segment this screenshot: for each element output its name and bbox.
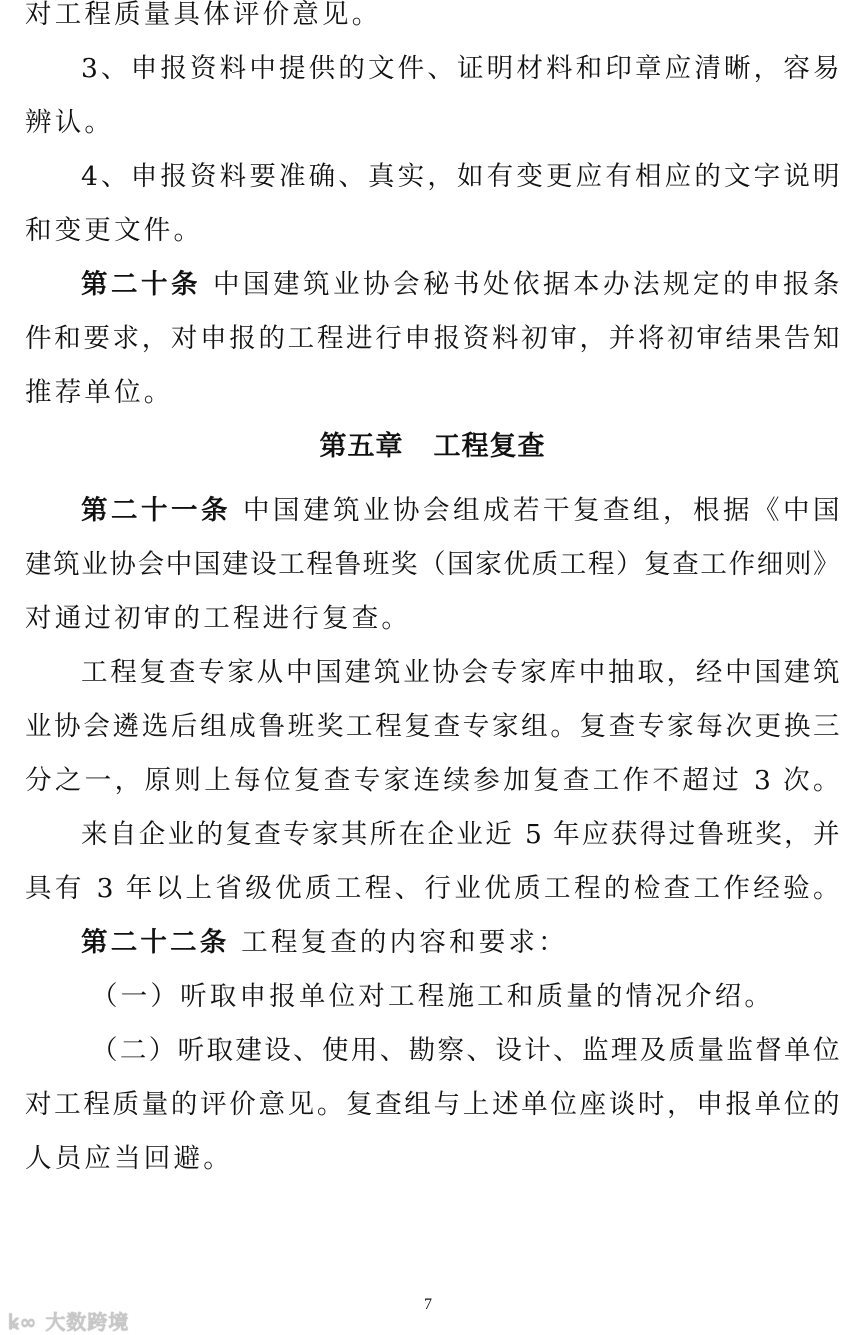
text-line: 对工程质量的评价意见。复查组与上述单位座谈时，申报单位的 — [25, 1089, 840, 1120]
chapter-number: 第五章 — [319, 431, 404, 462]
list-item: （一）听取申报单位对工程施工和质量的情况介绍。 — [91, 981, 775, 1012]
chapter-title: 工程复查 — [433, 431, 546, 462]
article-text: 工程复查的内容和要求： — [229, 927, 568, 958]
text-line: 来自企业的复查专家其所在企业近 5 年应获得过鲁班奖，并 — [81, 819, 840, 850]
article-number: 第二十二条 — [81, 927, 230, 958]
text-line: 工程复查专家从中国建筑业协会专家库中抽取，经中国建筑 — [81, 657, 840, 688]
article-20 — [25, 258, 840, 312]
text-line: 具有 3 年以上省级优质工程、行业优质工程的检查工作经验。 — [25, 873, 840, 904]
text-line: 对通过初审的工程进行复查。 — [25, 603, 412, 634]
text-line: 和变更文件。 — [25, 215, 204, 246]
text-line: 4、申报资料要准确、真实，如有变更应有相应的文字说明 — [81, 161, 840, 192]
watermark-text: 大数跨境 — [45, 1310, 130, 1334]
watermark-logo — [8, 1306, 129, 1335]
document-body — [25, 0, 840, 1186]
text-line: 辨认。 — [25, 107, 115, 138]
text-line: 件和要求，对申报的工程进行申报资料初审，并将初审结果告知 — [25, 323, 840, 354]
text-line: 推荐单位。 — [25, 377, 174, 408]
list-item: （二）听取建设、使用、勘察、设计、监理及质量监督单位 — [91, 1035, 840, 1066]
article-number: 第二十一条 — [81, 495, 232, 526]
text-line: 人员应当回避。 — [25, 1143, 233, 1174]
article-22 — [25, 916, 840, 970]
text-line: 3、申报资料中提供的文件、证明材料和印章应清晰，容易 — [81, 53, 840, 84]
text-line: 对工程质量具体评价意见。 — [25, 0, 382, 30]
chapter-heading — [25, 420, 840, 484]
text-line: 分之一，原则上每位复查专家连续参加复查工作不超过 3 次。 — [25, 765, 840, 796]
text-line: 建筑业协会中国建设工程鲁班奖（国家优质工程）复查工作细则》 — [25, 549, 840, 580]
text-line: 业协会遴选后组成鲁班奖工程复查专家组。复查专家每次更换三 — [25, 711, 840, 742]
article-number: 第二十条 — [81, 269, 202, 300]
article-21 — [25, 484, 840, 538]
watermark-icon: ꝃ∞ — [8, 1310, 46, 1334]
article-text: 中国建筑业协会组成若干复查组，根据《中国 — [231, 495, 840, 526]
article-text: 中国建筑业协会秘书处依据本办法规定的申报条 — [201, 269, 840, 300]
page-number: 7 — [424, 1296, 432, 1313]
